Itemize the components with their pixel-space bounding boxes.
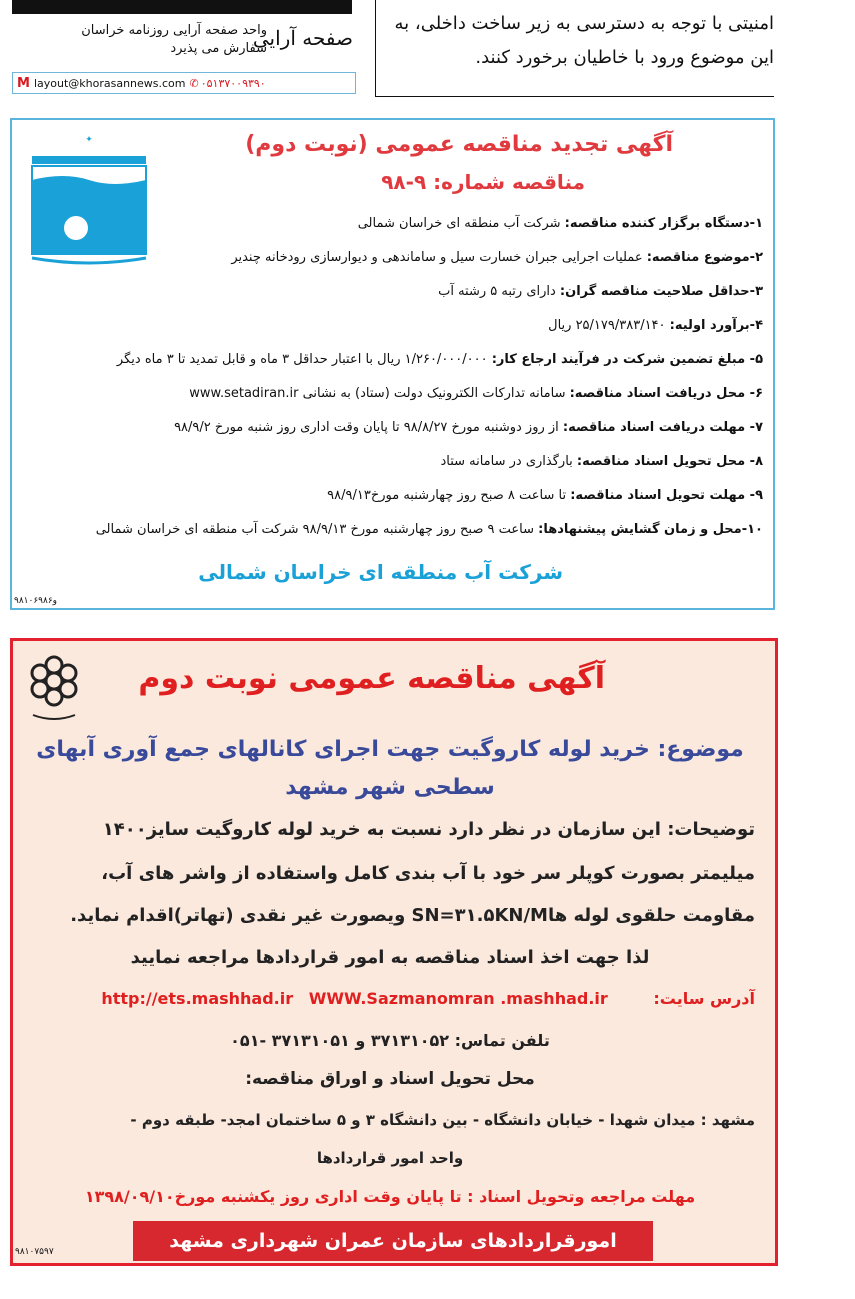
ad1-item: ۱-دستگاه برگزار کننده مناقصه: شرکت آب منطقه ای خراسان شمالی: [357, 216, 763, 231]
ad1-item: ۲-موضوع مناقصه: عملیات اجرایی جبران خسارت سیل و ساماندهی و دیوارسازی رودخانه چندیر: [231, 250, 763, 265]
ad1-item: ۱۰-محل و زمان گشایش پیشنهادها: ساعت ۹ صبح روز چهارشنبه مورخ ۹۸/۹/۱۳ شرکت آب منطقه ای خراسان شمالی: [95, 522, 763, 537]
ad2-title: آگهی مناقصه عمومی نوبت دوم: [138, 661, 605, 696]
ad2-footer-bar: امورقراردادهای سازمان عمران شهرداری مشهد: [133, 1221, 653, 1261]
ad2-subject: [25, 731, 755, 807]
ad2-code: ۹۸۱۰۷۵۹۷: [15, 1247, 54, 1257]
svg-text:✦: ✦: [85, 135, 93, 145]
promo-phone: ۰۵۱۳۷۰۰۹۳۹۰: [200, 76, 266, 90]
mail-icon: M: [17, 75, 30, 91]
ad1-tender-number: مناقصه شماره: ۹-۹۸: [381, 170, 585, 194]
promo-email[interactable]: layout@khorasannews.com: [33, 76, 186, 90]
ad2-site-link2[interactable]: WWW.Sazmanomran .mashhad.ir: [308, 989, 608, 1008]
promo-desc-line1: واحد صفحه آرایی روزنامه خراسان: [81, 23, 267, 38]
phone-icon: ✆: [189, 76, 199, 90]
mashhad-organization-logo: [19, 649, 89, 729]
ad2-address-line1: مشهد : میدان شهدا - خیابان دانشگاه - بین دانشگاه ۳ و ۵ ساختمان امجد- طبقه دوم -: [130, 1111, 755, 1129]
ad1-item: ۸- محل تحویل اسناد مناقصه: بارگذاری در سامانه ستاد: [440, 454, 763, 469]
ad2-desc-line1: توضیحات: این سازمان در نظر دارد نسبت به خرید لوله کاروگیت سایز۱۴۰۰: [102, 819, 755, 840]
tender-ad-water-company: [10, 118, 775, 610]
ad2-subject-line1: موضوع: خرید لوله کاروگیت جهت اجرای کانالهای جمع آوری آبهای: [36, 737, 744, 762]
ad2-deadline: مهلت مراجعه وتحویل اسناد : تا پایان وقت اداری روز یکشنبه مورخ۱۳۹۸/۰۹/۱۰: [84, 1187, 696, 1206]
ad2-desc-line3: مقاومت حلقوی لوله هاSN=۳۱.۵KN/M ویصورت غیر نقدی (تهاتر)اقدام نماید.: [70, 905, 755, 926]
ad2-address-label: آدرس سایت:: [653, 989, 755, 1008]
ad2-sites: [25, 989, 755, 1008]
ad2-delivery-title: محل تحویل اسناد و اوراق مناقصه:: [245, 1069, 535, 1089]
news-column-fragment: [375, 0, 774, 97]
promo-contact: [12, 72, 356, 94]
tender-ad-mashhad: [10, 638, 778, 1266]
ad1-item: ۷- مهلت دریافت اسناد مناقصه: از روز دوشنبه مورخ ۹۸/۸/۲۷ تا پایان وقت اداری روز شنبه مورخ ۹۸/۹/۲: [174, 420, 763, 435]
column-line2: این موضوع ورود با خاطیان برخورد کنند.: [475, 47, 774, 68]
ad2-desc-line4: لذا جهت اخذ اسناد مناقصه به امور قراردادها مراجعه نمایید: [130, 947, 650, 968]
layout-promo-box: [10, 0, 355, 94]
ad2-address-line2: واحد امور قراردادها: [316, 1149, 464, 1167]
ad1-item: ۴-برآورد اولیه: ۲۵/۱۷۹/۳۸۳/۱۴۰ ریال: [548, 318, 763, 333]
ad1-item: ۳-حداقل صلاحیت مناقصه گران: دارای رتبه ۵ رشته آب: [438, 284, 763, 299]
column-line1: امنیتی با توجه به دسترسی به زیر ساخت داخلی، به: [394, 13, 774, 34]
promo-title: صفحه آرایی: [252, 26, 353, 50]
ad2-site-link1[interactable]: http://ets.mashhad.ir: [101, 989, 294, 1008]
promo-desc-line2: سفارش می پذیرد: [170, 41, 267, 56]
ad1-footer-company: شرکت آب منطقه ای خراسان شمالی: [198, 560, 563, 584]
ad1-item: ۶- محل دریافت اسناد مناقصه: سامانه تدارکات الکترونیک دولت (ستاد) به نشانی www.setadiran.ir: [189, 386, 763, 401]
ad2-desc-line2: میلیمتر بصورت کوپلر سر خود با آب بندی کامل واستفاده از واشر های آب،: [101, 863, 755, 884]
promo-black-bar: [12, 0, 352, 14]
ad2-subject-line2: سطحی شهر مشهد: [285, 775, 495, 800]
ad1-item: ۹- مهلت تحویل اسناد مناقصه: تا ساعت ۸ صبح روز چهارشنبه مورخ۹۸/۹/۱۳: [327, 488, 763, 503]
ad2-phone: تلفن تماس: ۳۷۱۳۱۰۵۲ و ۳۷۱۳۱۰۵۱ -۰۵۱: [230, 1031, 550, 1050]
ad1-code: و۹۸۱۰۶۹۸۶: [14, 596, 58, 606]
promo-description: [37, 22, 267, 58]
ad1-item: ۵- مبلغ تضمین شرکت در فرآیند ارجاع کار: ۱/۲۶۰/۰۰۰/۰۰۰ ریال با اعتبار حداقل ۳ ماه و قابل تمدید تا ۳ ماه دیگر: [116, 352, 763, 367]
ad1-title: آگهی تجدید مناقصه عمومی (نوبت دوم): [245, 132, 673, 157]
